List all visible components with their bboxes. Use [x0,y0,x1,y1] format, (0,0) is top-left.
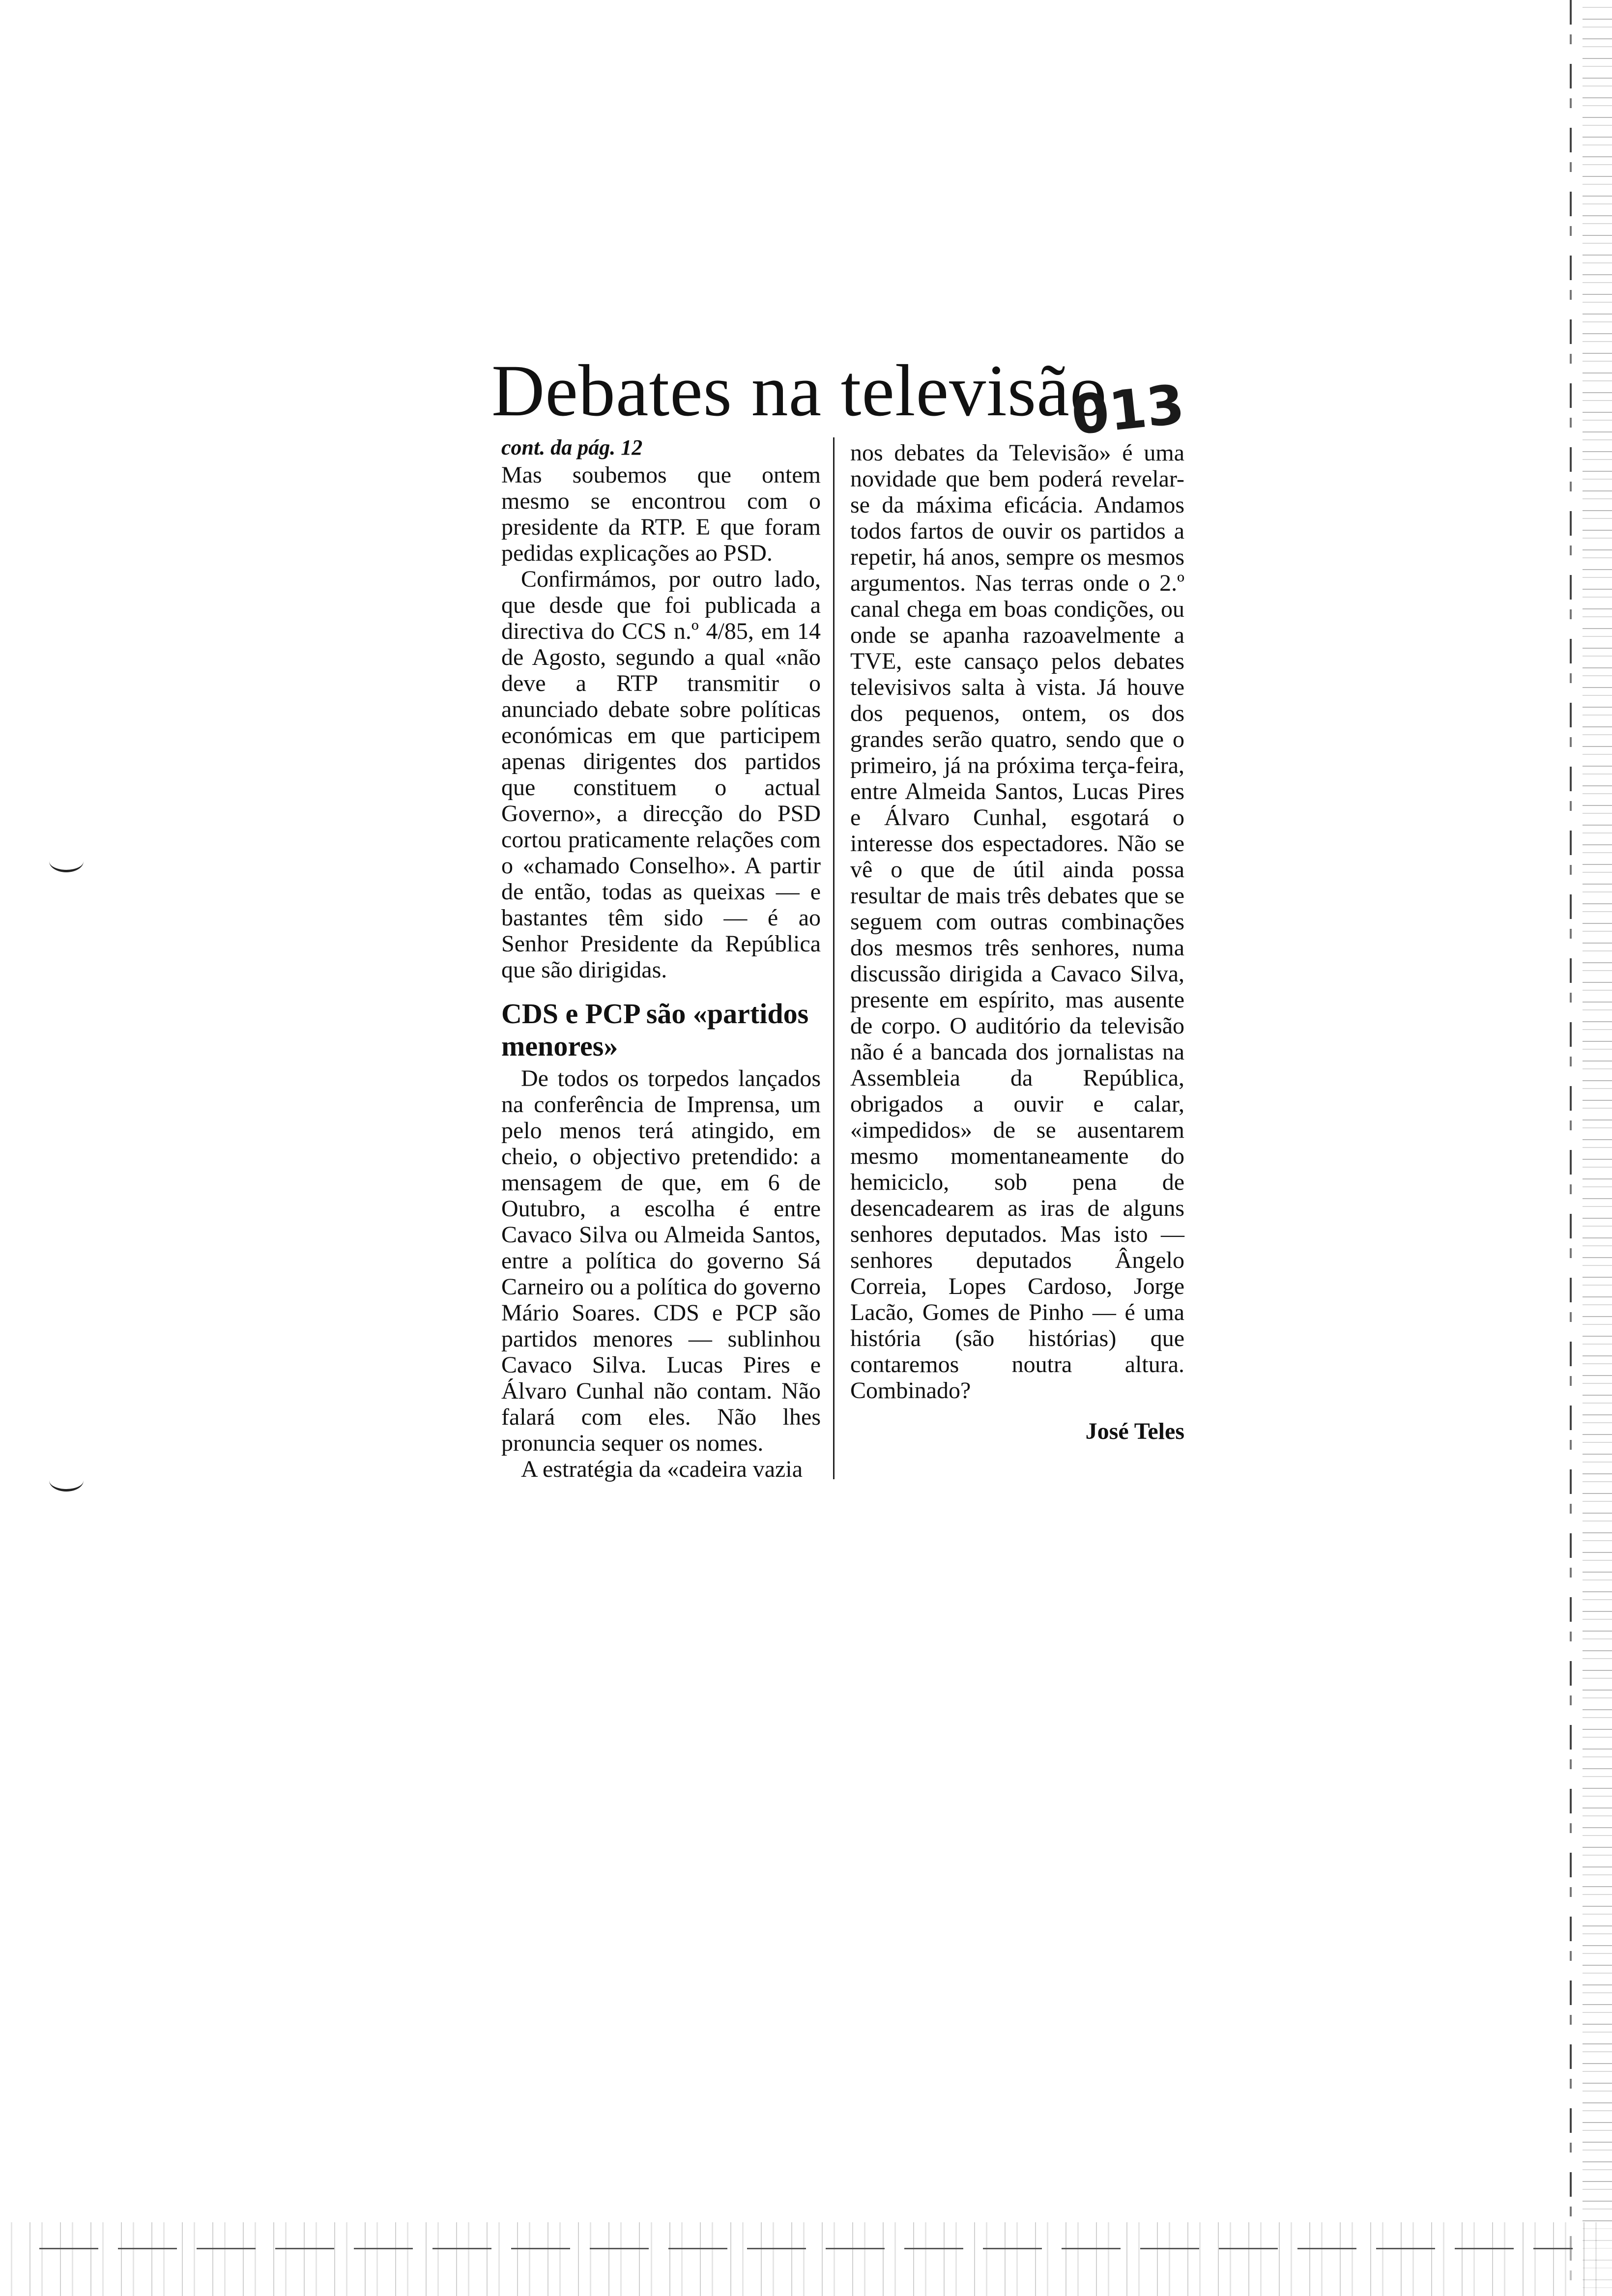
continued-from-note: cont. da pág. 12 [501,435,643,459]
paragraph: Mas soubemos que ontem mesmo se encontrou com o presidente da RTP. E que foram pedidas explicações ao PSD. [501,462,821,566]
column-divider [833,437,835,1479]
handwritten-page-number: 013 [1068,373,1187,447]
scan-mark [49,850,84,872]
paragraph: nos debates da Televisão» é uma novidade que bem poderá revelar-se da máxima eficácia. Andamos todos fartos de ouvir os partidos a repetir, há anos, sempre os mesmos argumentos. Nas terras onde o 2.º canal chega em boas condições, ou onde se apanha razoavelmente a TVE, este cansaço pelos debates televisivos salta à vista. Já houve dos pequenos, ontem, os dos grandes serão quatro, sendo que o primeiro, já na próxima terça-feira, entre Almeida Santos, Lucas Pires e Álvaro Cunhal, esgotará o interesse dos espectadores. Não se vê o que de útil ainda possa resultar de mais três debates que se seguem com outras combinações dos mesmos três senhores, numa discussão dirigida a Cavaco Silva, presente em espírito, mas ausente de corpo. O auditório da televisão não é a bancada dos jornalistas na Assembleia da República, obrigados a ouvir e calar, «impedidos» de se ausentarem mesmo momentaneamente do hemiciclo, sob pena de desencadearem as iras de alguns senhores deputados. Mas isto — senhores deputados Ângelo Correia, Lopes Cardoso, Jorge Lacão, Gomes de Pinho — é uma história (são histórias) que contaremos noutra altura. Combinado? [850,440,1184,1404]
paragraph: A estratégia da «cadeira vazia [521,1456,803,1482]
paragraph: De todos os torpedos lançados na conferência de Imprensa, um pelo menos terá atingido, em cheio, o objectivo pretendido: a mensagem de que, em 6 de Outubro, a escolha é entre Cavaco Silva ou Almeida Santos, entre a política do governo Sá Carneiro ou a política do governo Mário Soares. CDS e PCP são partidos menores — sublinhou Cavaco Silva. Lucas Pires e Álvaro Cunhal não contam. Não falará com eles. Não lhes pronuncia sequer os nomes. [501,1065,821,1456]
article-column-right [850,440,1184,1444]
newspaper-clipping [491,344,1189,1494]
author-byline: José Teles [1085,1418,1184,1444]
section-subheading: CDS e PCP são «partidos menores» [501,998,809,1062]
scan-mark [49,1469,84,1492]
article-column-left [501,462,821,1482]
scan-bottom-edge-noise [0,2222,1612,2296]
scan-right-edge-noise [1583,0,1612,2296]
paragraph: Confirmámos, por outro lado, que desde que foi publicada a directiva do CCS n.º 4/85, em 14 de Agosto, segundo a qual «não deve a RTP transmitir o anunciado debate sobre políticas económicas em que participem apenas dirigentes dos partidos que constituem o actual Governo», a direcção do PSD cortou praticamente relações com o «chamado Conselho». A partir de então, todas as queixas — e bastantes têm sido — é ao Senhor Presidente da República que são dirigidas. [501,566,821,983]
scan-bottom-edge-line [39,2248,1573,2249]
scan-right-edge-line [1570,0,1572,2296]
article-headline: Debates na televisão [491,350,1107,431]
